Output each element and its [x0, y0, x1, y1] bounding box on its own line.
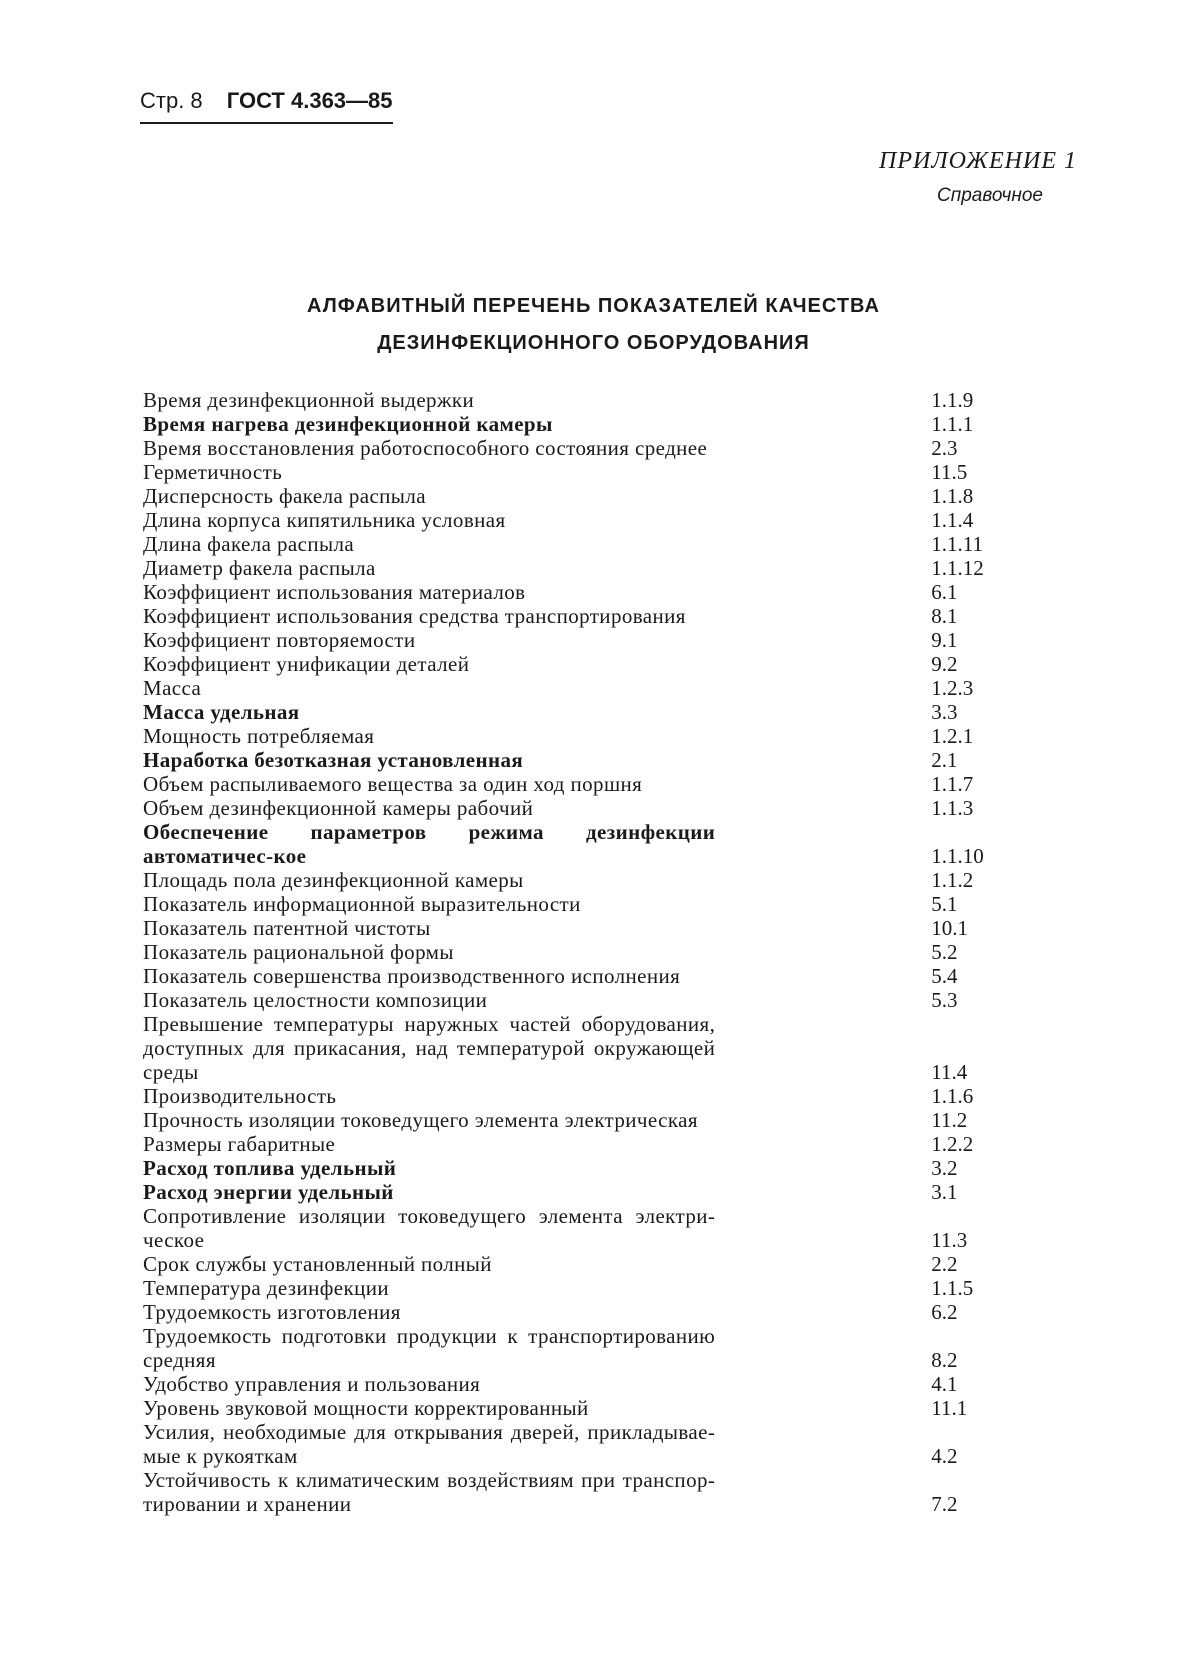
- page-header: [140, 88, 393, 124]
- index-reference: 1.1.9: [931, 388, 974, 412]
- standard-number: ГОСТ 4.363—85: [226, 88, 393, 113]
- title-line-1: АЛФАВИТНЫЙ ПЕРЕЧЕНЬ ПОКАЗАТЕЛЕЙ КАЧЕСТВА: [307, 295, 880, 317]
- index-reference: 11.2: [931, 1108, 968, 1132]
- index-entry: [143, 1108, 1003, 1132]
- index-term: Длина факела распыла: [143, 532, 355, 556]
- index-term: Усилия, необходимые для открывания дверей, прикладывае-мые к рукояткам: [143, 1420, 716, 1468]
- index-entry: [143, 484, 1003, 508]
- index-term: Мощность потребляемая: [143, 724, 375, 748]
- index-entry: [143, 700, 1003, 724]
- index-entry: [143, 1204, 1003, 1252]
- index-entry: [143, 892, 1003, 916]
- index-term: Обеспечение параметров режима дезинфекции автоматичес-кое: [143, 820, 716, 868]
- index-entry: [143, 1396, 1003, 1420]
- index-term: Время дезинфекционной выдержки: [143, 388, 475, 412]
- index-entry: [143, 1012, 1003, 1084]
- index-term: Трудоемкость подготовки продукции к транспортированию средняя: [143, 1324, 716, 1372]
- index-reference: 5.2: [931, 940, 958, 964]
- index-term: Показатель патентной чистоты: [143, 916, 431, 940]
- document-title: [0, 288, 1187, 362]
- page-number: Стр. 8: [140, 88, 203, 113]
- index-term: Производительность: [143, 1084, 337, 1108]
- index-entry: [143, 1252, 1003, 1276]
- index-term: Показатель информационной выразительности: [143, 892, 581, 916]
- index-entry: [143, 412, 1003, 436]
- index-entry: [143, 748, 1003, 772]
- index-entry: [143, 1468, 1003, 1516]
- index-entry: [143, 676, 1003, 700]
- index-reference: 7.2: [931, 1492, 958, 1516]
- index-reference: 9.1: [931, 628, 958, 652]
- index-term: Время нагрева дезинфекционной камеры: [143, 412, 553, 436]
- index-reference: 9.2: [931, 652, 958, 676]
- index-reference: 1.1.1: [931, 412, 974, 436]
- index-term: Коэффициент использования средства транспортирования: [143, 604, 686, 628]
- index-term: Наработка безотказная установленная: [143, 748, 524, 772]
- index-entry: [143, 772, 1003, 796]
- appendix-subtitle: Справочное: [937, 185, 1043, 206]
- index-reference: 11.4: [931, 1060, 968, 1084]
- index-term: Удобство управления и пользования: [143, 1372, 481, 1396]
- index-entry: [143, 604, 1003, 628]
- index-reference: 8.1: [931, 604, 958, 628]
- index-term: Срок службы установленный полный: [143, 1252, 492, 1276]
- index-reference: 6.1: [931, 580, 958, 604]
- index-entry: [143, 436, 1003, 460]
- index-reference: 2.3: [931, 436, 958, 460]
- index-term: Время восстановления работоспособного состояния среднее: [143, 436, 708, 460]
- index-reference: 11.5: [931, 460, 968, 484]
- index-term: Объем дезинфекционной камеры рабочий: [143, 796, 534, 820]
- index-list: [143, 388, 1003, 1516]
- index-term: Коэффициент унификации деталей: [143, 652, 470, 676]
- index-entry: [143, 1156, 1003, 1180]
- index-term: Расход энергии удельный: [143, 1180, 394, 1204]
- index-reference: 3.3: [931, 700, 958, 724]
- index-term: Площадь пола дезинфекционной камеры: [143, 868, 524, 892]
- index-reference: 1.1.3: [931, 796, 974, 820]
- index-entry: [143, 652, 1003, 676]
- index-term: Герметичность: [143, 460, 283, 484]
- index-term: Объем распыливаемого вещества за один ход поршня: [143, 772, 643, 796]
- index-entry: [143, 988, 1003, 1012]
- index-reference: 1.1.12: [931, 556, 984, 580]
- index-entry: [143, 1372, 1003, 1396]
- index-reference: 1.1.6: [931, 1084, 974, 1108]
- index-entry: [143, 964, 1003, 988]
- index-reference: 10.1: [931, 916, 969, 940]
- index-entry: [143, 1276, 1003, 1300]
- index-entry: [143, 532, 1003, 556]
- index-term: Диаметр факела распыла: [143, 556, 376, 580]
- index-entry: [143, 1132, 1003, 1156]
- index-reference: 2.1: [931, 748, 958, 772]
- index-term: Температура дезинфекции: [143, 1276, 390, 1300]
- index-reference: 2.2: [931, 1252, 958, 1276]
- index-reference: 1.1.2: [931, 868, 974, 892]
- index-term: Масса удельная: [143, 700, 300, 724]
- index-entry: [143, 388, 1003, 412]
- index-entry: [143, 628, 1003, 652]
- index-entry: [143, 820, 1003, 868]
- index-term: Коэффициент повторяемости: [143, 628, 416, 652]
- index-reference: 5.3: [931, 988, 958, 1012]
- index-entry: [143, 1420, 1003, 1468]
- index-term: Дисперсность факела распыла: [143, 484, 426, 508]
- index-reference: 3.2: [931, 1156, 958, 1180]
- index-term: Длина корпуса кипятильника условная: [143, 508, 506, 532]
- appendix-title: ПРИЛОЖЕНИЕ 1: [879, 148, 1077, 174]
- index-term: Устойчивость к климатическим воздействиям при транспор-тировании и хранении: [143, 1468, 716, 1516]
- index-term: Показатель рациональной формы: [143, 940, 454, 964]
- index-reference: 4.2: [931, 1444, 958, 1468]
- index-entry: [143, 1084, 1003, 1108]
- appendix-label: [879, 148, 1077, 207]
- index-reference: 3.1: [931, 1180, 958, 1204]
- index-reference: 11.3: [931, 1228, 968, 1252]
- index-entry: [143, 1300, 1003, 1324]
- index-reference: 1.1.11: [931, 532, 983, 556]
- index-term: Показатель совершенства производственного исполнения: [143, 964, 681, 988]
- index-entry: [143, 868, 1003, 892]
- index-term: Показатель целостности композиции: [143, 988, 488, 1012]
- index-reference: 1.1.4: [931, 508, 974, 532]
- index-term: Прочность изоляции токоведущего элемента электрическая: [143, 1108, 698, 1132]
- index-reference: 5.4: [931, 964, 958, 988]
- index-term: Превышение температуры наружных частей оборудования, доступных для прикасания, над температурой окружающей среды: [143, 1012, 716, 1084]
- index-reference: 1.2.3: [931, 676, 974, 700]
- index-entry: [143, 580, 1003, 604]
- index-entry: [143, 508, 1003, 532]
- index-entry: [143, 460, 1003, 484]
- index-reference: 1.2.2: [931, 1132, 974, 1156]
- index-entry: [143, 556, 1003, 580]
- index-entry: [143, 916, 1003, 940]
- index-reference: 6.2: [931, 1300, 958, 1324]
- index-term: Коэффициент использования материалов: [143, 580, 526, 604]
- index-reference: 1.1.8: [931, 484, 974, 508]
- index-entry: [143, 1324, 1003, 1372]
- index-term: Трудоемкость изготовления: [143, 1300, 401, 1324]
- index-term: Размеры габаритные: [143, 1132, 336, 1156]
- index-entry: [143, 1180, 1003, 1204]
- index-reference: 11.1: [931, 1396, 968, 1420]
- title-line-2: ДЕЗИНФЕКЦИОННОГО ОБОРУДОВАНИЯ: [377, 332, 810, 354]
- index-term: Уровень звуковой мощности корректированный: [143, 1396, 589, 1420]
- index-reference: 4.1: [931, 1372, 958, 1396]
- index-reference: 1.1.5: [931, 1276, 974, 1300]
- index-reference: 1.1.7: [931, 772, 974, 796]
- index-entry: [143, 796, 1003, 820]
- index-entry: [143, 940, 1003, 964]
- index-reference: 8.2: [931, 1348, 958, 1372]
- index-term: Масса: [143, 676, 202, 700]
- index-entry: [143, 724, 1003, 748]
- index-reference: 5.1: [931, 892, 958, 916]
- index-reference: 1.2.1: [931, 724, 974, 748]
- index-reference: 1.1.10: [931, 844, 984, 868]
- index-term: Сопротивление изоляции токоведущего элемента электри-ческое: [143, 1204, 716, 1252]
- index-term: Расход топлива удельный: [143, 1156, 397, 1180]
